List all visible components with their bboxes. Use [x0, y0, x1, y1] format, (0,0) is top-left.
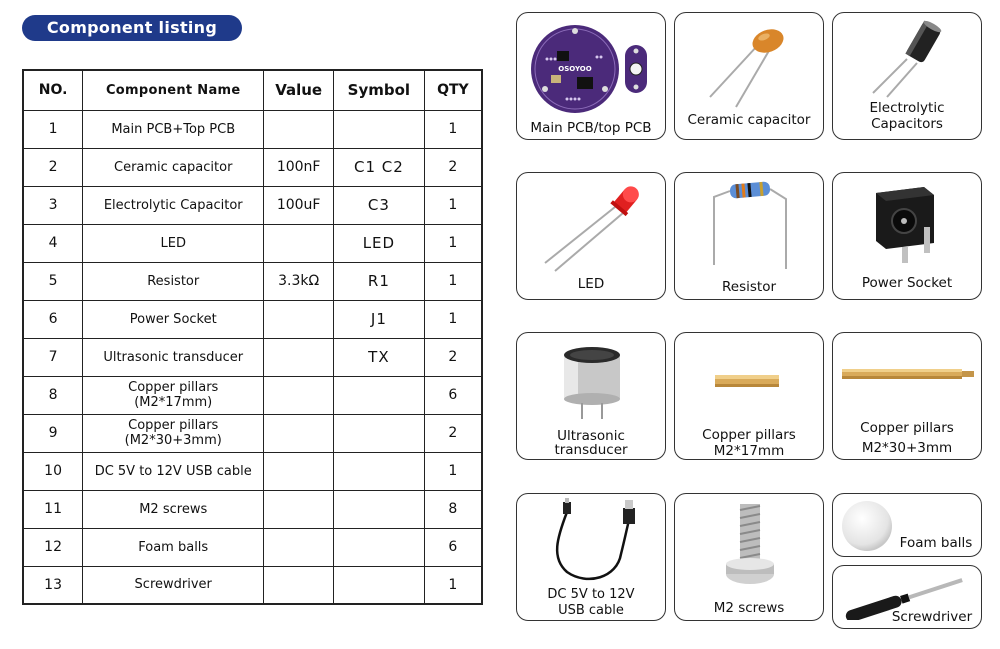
cell-value — [264, 528, 334, 566]
m2-screw-image — [720, 500, 780, 592]
card-label: Main PCB/top PCB — [530, 120, 652, 136]
card-power-socket — [832, 172, 982, 300]
cell-no: 4 — [23, 224, 83, 262]
table-row — [23, 262, 482, 300]
cell-name: Ceramic capacitor — [83, 148, 264, 186]
cell-value — [264, 300, 334, 338]
header-no: NO. — [23, 70, 83, 110]
table-row — [23, 186, 482, 224]
header-value: Value — [264, 70, 334, 110]
page-title: Component listing — [22, 15, 242, 41]
cell-name: Foam balls — [83, 528, 264, 566]
header-symbol: Symbol — [334, 70, 425, 110]
cell-symbol — [334, 376, 425, 414]
cell-name — [83, 376, 264, 414]
cell-value: 3.3kΩ — [264, 262, 334, 300]
component-table — [22, 69, 483, 605]
card-label: Power Socket — [861, 275, 953, 291]
cell-name-line1: Copper pillars — [128, 380, 219, 395]
power-socket-image — [868, 183, 948, 267]
card-electrolytic-capacitors — [832, 12, 982, 140]
cell-name: Ultrasonic transducer — [83, 338, 264, 376]
cell-symbol: TX — [334, 338, 425, 376]
header-qty: QTY — [424, 70, 482, 110]
ceramic-capacitor-image — [700, 23, 800, 113]
copper-pillar-long-image — [838, 365, 978, 385]
table-row — [23, 338, 482, 376]
electrolytic-capacitor-image — [863, 19, 953, 99]
card-label-line2: M2*17mm — [713, 443, 785, 459]
cell-value: 100nF — [264, 148, 334, 186]
cell-value — [264, 414, 334, 452]
cell-qty: 1 — [424, 452, 482, 490]
cell-symbol — [334, 566, 425, 604]
cell-value — [264, 452, 334, 490]
card-label: M2 screws — [713, 600, 785, 616]
table-row — [23, 300, 482, 338]
cell-name: LED — [83, 224, 264, 262]
header-component-name: Component Name — [83, 70, 264, 110]
copper-pillar-short-image — [705, 367, 795, 397]
cell-value — [264, 338, 334, 376]
cell-qty: 1 — [424, 300, 482, 338]
cell-symbol: J1 — [334, 300, 425, 338]
card-label-line2: USB cable — [558, 603, 624, 618]
card-copper-pillars-17mm — [674, 332, 824, 460]
card-ceramic-capacitor — [674, 12, 824, 140]
card-label-line2: transducer — [554, 442, 628, 458]
led-image — [537, 179, 647, 275]
cell-value: 100uF — [264, 186, 334, 224]
cell-no: 3 — [23, 186, 83, 224]
cell-qty: 2 — [424, 148, 482, 186]
cell-no: 12 — [23, 528, 83, 566]
cell-name: Screwdriver — [83, 566, 264, 604]
cell-no: 13 — [23, 566, 83, 604]
cell-name: Main PCB+Top PCB — [83, 110, 264, 148]
cell-symbol: R1 — [334, 262, 425, 300]
card-label-line1: Copper pillars — [860, 420, 954, 436]
cell-name — [83, 414, 264, 452]
cell-value — [264, 490, 334, 528]
cell-name-line2: (M2*30+3mm) — [124, 433, 222, 448]
cell-qty: 1 — [424, 110, 482, 148]
cell-symbol: LED — [334, 224, 425, 262]
table-row — [23, 148, 482, 186]
pcb-logo-text: OSOYOO — [558, 65, 592, 73]
card-label: LED — [577, 276, 605, 292]
ultrasonic-transducer-image — [552, 337, 632, 421]
cell-no: 8 — [23, 376, 83, 414]
table-row — [23, 110, 482, 148]
cell-value — [264, 376, 334, 414]
cell-qty: 8 — [424, 490, 482, 528]
cell-no: 6 — [23, 300, 83, 338]
card-usb-cable — [516, 493, 666, 621]
card-label-line1: DC 5V to 12V — [547, 587, 635, 602]
card-label-line1: Ultrasonic — [557, 428, 625, 444]
cell-symbol — [334, 452, 425, 490]
table-header-row — [23, 70, 482, 110]
cell-qty: 2 — [424, 338, 482, 376]
cell-value — [264, 566, 334, 604]
cell-symbol: C1 C2 — [334, 148, 425, 186]
cell-qty: 1 — [424, 566, 482, 604]
card-label: Ceramic capacitor — [687, 112, 811, 128]
cell-no: 11 — [23, 490, 83, 528]
cell-name: Electrolytic Capacitor — [83, 186, 264, 224]
card-label-line1: Electrolytic — [869, 100, 945, 116]
cell-qty: 6 — [424, 376, 482, 414]
cell-no: 7 — [23, 338, 83, 376]
table-row — [23, 566, 482, 604]
cell-no: 2 — [23, 148, 83, 186]
card-ultrasonic-transducer — [516, 332, 666, 460]
cell-name-line2: (M2*17mm) — [134, 395, 213, 410]
card-label-line2: M2*30+3mm — [861, 440, 953, 456]
cell-symbol — [334, 528, 425, 566]
cell-symbol — [334, 110, 425, 148]
card-label-line2: Capacitors — [871, 116, 943, 132]
table-row — [23, 414, 482, 452]
card-label: Screwdriver — [891, 609, 973, 625]
card-copper-pillars-30mm — [832, 332, 982, 460]
cell-no: 1 — [23, 110, 83, 148]
card-label: Foam balls — [899, 535, 973, 551]
cell-symbol: C3 — [334, 186, 425, 224]
table-row — [23, 224, 482, 262]
card-led — [516, 172, 666, 300]
cell-qty: 1 — [424, 186, 482, 224]
cell-no: 9 — [23, 414, 83, 452]
cell-name: Resistor — [83, 262, 264, 300]
cell-name: Power Socket — [83, 300, 264, 338]
cell-name: DC 5V to 12V USB cable — [83, 452, 264, 490]
card-screwdriver — [832, 565, 982, 629]
foam-ball-image — [839, 498, 895, 554]
resistor-image — [700, 179, 800, 275]
cell-value — [264, 110, 334, 148]
cell-qty: 1 — [424, 224, 482, 262]
cell-symbol — [334, 490, 425, 528]
cell-symbol — [334, 414, 425, 452]
table-row — [23, 490, 482, 528]
card-label-line1: Copper pillars — [702, 427, 796, 443]
cell-no: 10 — [23, 452, 83, 490]
pcb-image — [527, 19, 657, 117]
cell-value — [264, 224, 334, 262]
cell-no: 5 — [23, 262, 83, 300]
cell-qty: 1 — [424, 262, 482, 300]
cell-name: M2 screws — [83, 490, 264, 528]
card-main-pcb — [516, 12, 666, 140]
card-label: Resistor — [722, 279, 776, 295]
table-row — [23, 528, 482, 566]
usb-cable-image — [537, 498, 647, 586]
card-m2-screws — [674, 493, 824, 621]
card-foam-balls — [832, 493, 982, 557]
cell-qty: 2 — [424, 414, 482, 452]
card-resistor — [674, 172, 824, 300]
cell-name-line1: Copper pillars — [128, 418, 219, 433]
cell-qty: 6 — [424, 528, 482, 566]
table-row — [23, 376, 482, 414]
table-row — [23, 452, 482, 490]
